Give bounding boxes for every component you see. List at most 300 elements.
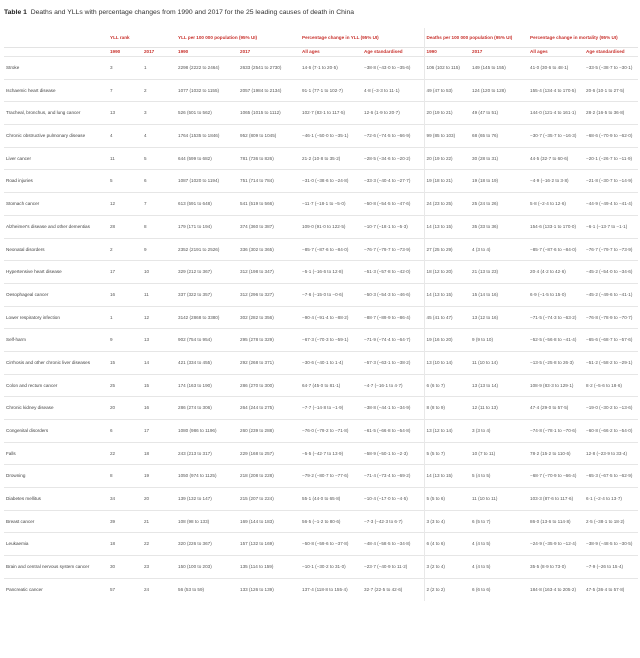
cell-yll-change-all-ages: 91·1 (77·1 to 102·7) xyxy=(300,79,362,102)
cell-yll-change-age-std: −61·5 (−66·8 to −54·8) xyxy=(362,420,424,443)
cell-yll-1990: 2352 (2191 to 2526) xyxy=(176,238,238,261)
cell-yll-change-all-ages: 56·5 (−1·2 to 80·6) xyxy=(300,510,362,533)
cell-yll-1990: 421 (334 to 455) xyxy=(176,351,238,374)
cell-mort-change-age-std: −65·6 (−68·7 to −57·6) xyxy=(584,329,638,352)
cell-mort-change-age-std: −44·9 (−49·4 to −41·4) xyxy=(584,193,638,216)
cell-mort-change-all-ages: 144·0 (121·4 to 161·1) xyxy=(528,102,584,125)
cell-mort-change-age-std: −60·8 (−66·2 to −54·0) xyxy=(584,420,638,443)
cell-cause: Road injuries xyxy=(4,170,108,193)
cell-rank-1990: 39 xyxy=(108,510,142,533)
cell-yll-2017: 336 (302 to 365) xyxy=(238,238,300,261)
cell-yll-1990: 1050 (974 to 1125) xyxy=(176,465,238,488)
cell-mort-change-all-ages: 103·3 (87·6 to 117·6) xyxy=(528,488,584,511)
cell-rank-2017: 1 xyxy=(142,57,176,80)
data-table xyxy=(4,28,638,601)
cell-yll-change-all-ages: −10·1 (−30·2 to 31·0) xyxy=(300,556,362,579)
cell-rank-1990: 22 xyxy=(108,442,142,465)
cell-yll-change-all-ages: 102·7 (83·1 to 117·5) xyxy=(300,102,362,125)
cell-yll-change-age-std: −71·9 (−74·4 to −64·7) xyxy=(362,329,424,352)
cell-yll-change-all-ages: −7·7 (−14·8 to −1·9) xyxy=(300,397,362,420)
cell-yll-change-all-ages: −7·6 (−15·0 to −0·6) xyxy=(300,283,362,306)
cell-deaths-2017: 35 (33 to 36) xyxy=(470,215,528,238)
cell-yll-change-age-std: −33·3 (−40·4 to −27·7) xyxy=(362,170,424,193)
cell-deaths-1990: 19 (16 to 20) xyxy=(424,329,470,352)
cell-yll-1990: 329 (212 to 367) xyxy=(176,261,238,284)
table-row xyxy=(4,79,638,102)
cell-yll-2017: 541 (519 to 566) xyxy=(238,193,300,216)
cell-mort-change-age-std: 12·8 (−23·9 to 33·4) xyxy=(584,442,638,465)
subheader-deaths-2017: 2017 xyxy=(470,48,528,57)
cell-cause: Brain and central nervous system cancer xyxy=(4,556,108,579)
cell-rank-2017: 4 xyxy=(142,125,176,148)
cell-deaths-2017: 13 (13 to 14) xyxy=(470,374,528,397)
cell-yll-change-all-ages: −46·1 (−50·0 to −35·1) xyxy=(300,125,362,148)
cell-deaths-1990: 6 (6 to 7) xyxy=(424,374,470,397)
cell-deaths-2017: 10 (7 to 11) xyxy=(470,442,528,465)
header-yll-per100k: YLL per 100 000 population (95% UI) xyxy=(178,34,258,40)
cell-rank-2017: 16 xyxy=(142,397,176,420)
cell-rank-1990: 5 xyxy=(108,170,142,193)
cell-rank-2017: 21 xyxy=(142,510,176,533)
cell-yll-change-age-std: −48·4 (−58·5 to −34·8) xyxy=(362,533,424,556)
cell-cause: Drowning xyxy=(4,465,108,488)
cell-deaths-2017: 15 (14 to 16) xyxy=(470,283,528,306)
cell-yll-1990: 337 (322 to 357) xyxy=(176,283,238,306)
table-row xyxy=(4,238,638,261)
cell-yll-change-all-ages: 137·4 (118·8 to 155·4) xyxy=(300,578,362,601)
cell-deaths-2017: 12 (11 to 13) xyxy=(470,397,528,420)
cell-yll-1990: 56 (53 to 59) xyxy=(176,578,238,601)
cell-yll-1990: 150 (100 to 203) xyxy=(176,556,238,579)
cell-yll-1990: 179 (171 to 194) xyxy=(176,215,238,238)
cell-rank-1990: 11 xyxy=(108,147,142,170)
cell-yll-1990: 1087 (1020 to 1194) xyxy=(176,170,238,193)
cell-deaths-1990: 18 (12 to 20) xyxy=(424,261,470,284)
cell-mort-change-all-ages: −13·5 (−25·8 to 26·3) xyxy=(528,351,584,374)
header-yll-rank: YLL rank xyxy=(110,34,130,40)
cell-cause: Breast cancer xyxy=(4,510,108,533)
cell-mort-change-age-std: −65·3 (−67·5 to −62·9) xyxy=(584,465,638,488)
cell-mort-change-age-std: −68·6 (−70·9 to −62·0) xyxy=(584,125,638,148)
cell-deaths-1990: 13 (12 to 14) xyxy=(424,420,470,443)
cell-yll-2017: 781 (736 to 826) xyxy=(238,147,300,170)
cell-deaths-1990: 99 (85 to 103) xyxy=(424,125,470,148)
cell-yll-1990: 1764 (1535 to 1846) xyxy=(176,125,238,148)
table-row xyxy=(4,306,638,329)
cell-yll-2017: 1065 (1015 to 1112) xyxy=(238,102,300,125)
cell-deaths-2017: 4 (3 to 4) xyxy=(470,238,528,261)
cell-deaths-2017: 149 (145 to 155) xyxy=(470,57,528,80)
subheader-rank-1990: 1990 xyxy=(108,48,142,57)
cell-rank-1990: 57 xyxy=(108,578,142,601)
table-row xyxy=(4,351,638,374)
cell-deaths-1990: 20 (19 to 21) xyxy=(424,102,470,125)
cell-rank-1990: 3 xyxy=(108,57,142,80)
cell-yll-2017: 2057 (1984 to 2134) xyxy=(238,79,300,102)
cell-yll-1990: 902 (754 to 954) xyxy=(176,329,238,352)
cell-yll-change-age-std: −51·3 (−57·8 to −42·0) xyxy=(362,261,424,284)
cell-mort-change-all-ages: −24·9 (−35·9 to −12·4) xyxy=(528,533,584,556)
cell-yll-1990: 139 (132 to 147) xyxy=(176,488,238,511)
cell-cause: Ischaemic heart disease xyxy=(4,79,108,102)
cell-mort-change-age-std: 20·6 (10·1 to 27·5) xyxy=(584,79,638,102)
table-row xyxy=(4,57,638,80)
header-deaths-per100k: Deaths per 100 000 population (95% UI) xyxy=(424,28,528,48)
cell-mort-change-all-ages: 44·5 (32·7 to 60·6) xyxy=(528,147,584,170)
cell-rank-2017: 17 xyxy=(142,420,176,443)
cell-cause: Falls xyxy=(4,442,108,465)
header-cause xyxy=(4,28,108,48)
cell-mort-change-age-std: 28·2 (16·5 to 36·8) xyxy=(584,102,638,125)
cell-cause: Stroke xyxy=(4,57,108,80)
cell-mort-change-all-ages: 47·4 (29·0 to 57·5) xyxy=(528,397,584,420)
header-pct-change-mortality: Percentage change in mortality (95% UI) xyxy=(530,34,618,40)
table-row xyxy=(4,556,638,579)
table-row xyxy=(4,193,638,216)
cell-mort-change-all-ages: 184·8 (163·4 to 205·2) xyxy=(528,578,584,601)
cell-rank-1990: 15 xyxy=(108,351,142,374)
cell-rank-1990: 18 xyxy=(108,533,142,556)
table-row xyxy=(4,125,638,148)
cell-deaths-2017: 25 (24 to 26) xyxy=(470,193,528,216)
cell-yll-change-all-ages: 109·0 (91·0 to 122·5) xyxy=(300,215,362,238)
cell-yll-1990: 644 (599 to 682) xyxy=(176,147,238,170)
cell-mort-change-age-std: 6·1 (−2·4 to 13·7) xyxy=(584,488,638,511)
table-title xyxy=(4,8,354,17)
subheader-yll-1990: 1990 xyxy=(176,48,238,57)
table-body xyxy=(4,57,638,602)
subheader-mort-age-std: Age standardised xyxy=(584,48,638,57)
cell-yll-change-all-ages: −50·8 (−59·6 to −37·8) xyxy=(300,533,362,556)
cell-deaths-2017: 4 (4 to 5) xyxy=(470,533,528,556)
cell-cause: Neonatal disorders xyxy=(4,238,108,261)
cell-rank-2017: 10 xyxy=(142,261,176,284)
cell-deaths-2017: 68 (65 to 76) xyxy=(470,125,528,148)
cell-deaths-2017: 49 (47 to 51) xyxy=(470,102,528,125)
table-row xyxy=(4,170,638,193)
table-row xyxy=(4,261,638,284)
cell-yll-change-age-std: −23·7 (−40·9 to 11·2) xyxy=(362,556,424,579)
cell-yll-1990: 1080 (986 to 1196) xyxy=(176,420,238,443)
table-row xyxy=(4,533,638,556)
cell-rank-2017: 24 xyxy=(142,578,176,601)
cell-mort-change-all-ages: 86·0 (13·6 to 114·8) xyxy=(528,510,584,533)
cell-yll-change-age-std: −10·4 (−17·0 to −4·5) xyxy=(362,488,424,511)
cell-yll-change-age-std: 4·8 (−3·3 to 11·1) xyxy=(362,79,424,102)
cell-deaths-1990: 20 (19 to 22) xyxy=(424,147,470,170)
cell-yll-2017: 169 (144 to 183) xyxy=(238,510,300,533)
cell-rank-1990: 30 xyxy=(108,556,142,579)
table-row xyxy=(4,329,638,352)
cell-yll-1990: 613 (591 to 648) xyxy=(176,193,238,216)
cell-yll-change-age-std: −50·3 (−54·3 to −46·6) xyxy=(362,283,424,306)
cell-rank-1990: 16 xyxy=(108,283,142,306)
table-row xyxy=(4,578,638,601)
cell-deaths-1990: 49 (47 to 53) xyxy=(424,79,470,102)
cell-deaths-2017: 6 (5 to 7) xyxy=(470,510,528,533)
cell-deaths-2017: 5 (4 to 5) xyxy=(470,465,528,488)
cell-rank-2017: 3 xyxy=(142,102,176,125)
cell-yll-2017: 286 (270 to 300) xyxy=(238,374,300,397)
cell-rank-2017: 13 xyxy=(142,329,176,352)
cell-rank-2017: 19 xyxy=(142,465,176,488)
cell-rank-2017: 18 xyxy=(142,442,176,465)
cell-mort-change-all-ages: 41·0 (30·6 to 48·1) xyxy=(528,57,584,80)
cell-mort-change-all-ages: 35·5 (8·9 to 73·0) xyxy=(528,556,584,579)
cell-yll-change-age-std: −71·4 (−73·4 to −69·2) xyxy=(362,465,424,488)
cell-rank-1990: 1 xyxy=(108,306,142,329)
table-row xyxy=(4,215,638,238)
table-row xyxy=(4,420,638,443)
cell-yll-2017: 264 (244 to 275) xyxy=(238,397,300,420)
subheader-rank-2017: 2017 xyxy=(142,48,176,57)
subheader-blank xyxy=(4,48,108,57)
cell-cause: Hypertensive heart disease xyxy=(4,261,108,284)
cell-mort-change-all-ages: −4·9 (−16·2 to 3·8) xyxy=(528,170,584,193)
cell-yll-change-age-std: −58·9 (−50·1 to −2·3) xyxy=(362,442,424,465)
cell-yll-2017: 952 (809 to 1045) xyxy=(238,125,300,148)
cell-yll-change-age-std: −76·7 (−79·7 to −73·9) xyxy=(362,238,424,261)
cell-yll-2017: 292 (268 to 371) xyxy=(238,351,300,374)
cell-yll-change-age-std: −72·6 (−74·5 to −66·9) xyxy=(362,125,424,148)
table-row xyxy=(4,465,638,488)
table-row xyxy=(4,283,638,306)
cell-deaths-1990: 45 (41 to 47) xyxy=(424,306,470,329)
cell-mort-change-all-ages: 78·2 (15·2 to 110·6) xyxy=(528,442,584,465)
cell-yll-2017: 229 (168 to 257) xyxy=(238,442,300,465)
cell-yll-change-age-std: −4·7 (−16·1 to 4·7) xyxy=(362,374,424,397)
cell-yll-1990: 1077 (1032 to 1155) xyxy=(176,79,238,102)
cell-deaths-1990: 106 (102 to 115) xyxy=(424,57,470,80)
cell-deaths-1990: 5 (5 to 6) xyxy=(424,488,470,511)
cell-mort-change-age-std: −21·8 (−30·7 to −14·9) xyxy=(584,170,638,193)
cell-yll-2017: 218 (208 to 228) xyxy=(238,465,300,488)
cell-mort-change-all-ages: 5·8 (−2·4 to 12·6) xyxy=(528,193,584,216)
cell-yll-change-age-std: −38·8 (−43·0 to −35·6) xyxy=(362,57,424,80)
cell-deaths-1990: 27 (25 to 29) xyxy=(424,238,470,261)
cell-yll-1990: 320 (226 to 367) xyxy=(176,533,238,556)
table-row xyxy=(4,488,638,511)
cell-yll-2017: 302 (282 to 356) xyxy=(238,306,300,329)
cell-yll-2017: 133 (126 to 139) xyxy=(238,578,300,601)
table-row xyxy=(4,147,638,170)
cell-yll-change-age-std: −38·8 (−44·1 to −34·9) xyxy=(362,397,424,420)
cell-mort-change-age-std: −38·9 (−48·5 to −30·5) xyxy=(584,533,638,556)
cell-mort-change-all-ages: −85·7 (−87·6 to −84·0) xyxy=(528,238,584,261)
cell-yll-2017: 312 (296 to 327) xyxy=(238,283,300,306)
cell-yll-change-all-ages: 55·1 (44·0 to 65·8) xyxy=(300,488,362,511)
cell-yll-change-age-std: −57·3 (−63·1 to −38·2) xyxy=(362,351,424,374)
cell-cause: Tracheal, bronchus, and lung cancer xyxy=(4,102,108,125)
cell-yll-1990: 243 (213 to 317) xyxy=(176,442,238,465)
cell-deaths-2017: 19 (18 to 19) xyxy=(470,170,528,193)
cell-deaths-1990: 14 (13 to 15) xyxy=(424,465,470,488)
cell-rank-1990: 25 xyxy=(108,374,142,397)
cell-deaths-1990: 19 (18 to 21) xyxy=(424,170,470,193)
cell-mort-change-all-ages: −74·8 (−78·1 to −70·6) xyxy=(528,420,584,443)
cell-rank-2017: 7 xyxy=(142,193,176,216)
cell-cause: Pancreatic cancer xyxy=(4,578,108,601)
cell-deaths-2017: 9 (9 to 10) xyxy=(470,329,528,352)
table-row xyxy=(4,442,638,465)
cell-deaths-1990: 24 (23 to 25) xyxy=(424,193,470,216)
cell-rank-1990: 9 xyxy=(108,329,142,352)
cell-mort-change-all-ages: 155·4 (134·4 to 170·5) xyxy=(528,79,584,102)
cell-yll-2017: 2633 (2541 to 2730) xyxy=(238,57,300,80)
table-row xyxy=(4,397,638,420)
cell-rank-1990: 2 xyxy=(108,238,142,261)
cell-deaths-2017: 13 (12 to 16) xyxy=(470,306,528,329)
cell-rank-2017: 14 xyxy=(142,351,176,374)
cell-mort-change-age-std: −33·5 (−38·7 to −30·1) xyxy=(584,57,638,80)
cell-mort-change-age-std: −6·1 (−13·7 to −1·1) xyxy=(584,215,638,238)
cell-yll-change-age-std: −50·8 (−54·5 to −47·6) xyxy=(362,193,424,216)
cell-deaths-1990: 13 (10 to 14) xyxy=(424,351,470,374)
header-pct-change-yll: Percentage change in YLL (95% UI) xyxy=(302,34,379,40)
cell-deaths-1990: 6 (4 to 6) xyxy=(424,533,470,556)
cell-yll-change-all-ages: −90·4 (−91·4 to −88·2) xyxy=(300,306,362,329)
cell-yll-change-age-std: 32·7 (22·5 to 42·6) xyxy=(362,578,424,601)
cell-rank-2017: 2 xyxy=(142,79,176,102)
cell-yll-change-all-ages: −67·3 (−70·3 to −59·1) xyxy=(300,329,362,352)
cell-cause: Oesophageal cancer xyxy=(4,283,108,306)
cell-cause: Colon and rectum cancer xyxy=(4,374,108,397)
cell-deaths-2017: 30 (28 to 31) xyxy=(470,147,528,170)
cell-deaths-1990: 14 (13 to 15) xyxy=(424,283,470,306)
cell-yll-1990: 3142 (2868 to 3380) xyxy=(176,306,238,329)
cell-rank-2017: 15 xyxy=(142,374,176,397)
cell-yll-change-age-std: −10·7 (−18·1 to −5·3) xyxy=(362,215,424,238)
cell-mort-change-age-std: −19·0 (−30·2 to −13·6) xyxy=(584,397,638,420)
cell-yll-change-all-ages: −76·0 (−79·2 to −71·8) xyxy=(300,420,362,443)
cell-deaths-1990: 3 (2 to 4) xyxy=(424,556,470,579)
cell-deaths-2017: 3 (3 to 4) xyxy=(470,420,528,443)
cell-rank-2017: 20 xyxy=(142,488,176,511)
cell-yll-change-age-std: −88·7 (−89·9 to −86·4) xyxy=(362,306,424,329)
cell-mort-change-all-ages: −68·7 (−70·9 to −66·4) xyxy=(528,465,584,488)
table-row xyxy=(4,510,638,533)
cell-deaths-2017: 11 (10 to 14) xyxy=(470,351,528,374)
cell-yll-change-age-std: 12·6 (1·9 to 20·7) xyxy=(362,102,424,125)
cell-rank-1990: 13 xyxy=(108,102,142,125)
cell-yll-2017: 135 (114 to 159) xyxy=(238,556,300,579)
table-caption: Deaths and YLLs with percentage changes from 1990 and 2017 for the 25 leading causes of death in China xyxy=(30,9,355,16)
cell-mort-change-age-std: −76·7 (−79·7 to −73·9) xyxy=(584,238,638,261)
cell-cause: Diabetes mellitus xyxy=(4,488,108,511)
cell-mort-change-all-ages: 154·6 (133·1 to 170·0) xyxy=(528,215,584,238)
cell-yll-2017: 374 (360 to 387) xyxy=(238,215,300,238)
cell-mort-change-all-ages: −71·5 (−74·3 to −63·2) xyxy=(528,306,584,329)
cell-rank-2017: 23 xyxy=(142,556,176,579)
cell-cause: Alzheimer's disease and other dementias xyxy=(4,215,108,238)
cell-mort-change-all-ages: 20·4 (4·2 to 42·6) xyxy=(528,261,584,284)
cell-yll-2017: 260 (239 to 288) xyxy=(238,420,300,443)
cell-yll-2017: 751 (714 to 784) xyxy=(238,170,300,193)
cell-rank-1990: 17 xyxy=(108,261,142,284)
cell-mort-change-all-ages: 108·9 (83·3 to 129·1) xyxy=(528,374,584,397)
cell-deaths-1990: 2 (2 to 2) xyxy=(424,578,470,601)
cell-cause: Chronic obstructive pulmonary disease xyxy=(4,125,108,148)
subheader-yll-age-std: Age standardised xyxy=(362,48,424,57)
cell-mort-change-age-std: −20·1 (−26·7 to −11·9) xyxy=(584,147,638,170)
table-row xyxy=(4,374,638,397)
cell-cause: Leukaemia xyxy=(4,533,108,556)
cell-rank-2017: 6 xyxy=(142,170,176,193)
cell-yll-change-all-ages: −11·7 (−18·1 to −5·0) xyxy=(300,193,362,216)
cell-rank-1990: 34 xyxy=(108,488,142,511)
cell-yll-1990: 108 (98 to 133) xyxy=(176,510,238,533)
cell-yll-1990: 2298 (2222 to 2464) xyxy=(176,57,238,80)
cell-rank-2017: 11 xyxy=(142,283,176,306)
cell-deaths-1990: 14 (13 to 15) xyxy=(424,215,470,238)
cell-yll-2017: 312 (198 to 347) xyxy=(238,261,300,284)
table-row xyxy=(4,102,638,125)
subheader-deaths-1990: 1990 xyxy=(424,48,470,57)
cell-yll-change-age-std: −7·3 (−42·3 to 6·7) xyxy=(362,510,424,533)
cell-rank-2017: 9 xyxy=(142,238,176,261)
cell-mort-change-age-std: 2·5 (−38·1 to 18·2) xyxy=(584,510,638,533)
cell-cause: Stomach cancer xyxy=(4,193,108,216)
cell-mort-change-all-ages: 6·9 (−1·5 to 15·0) xyxy=(528,283,584,306)
cell-yll-2017: 157 (132 to 169) xyxy=(238,533,300,556)
cell-yll-1990: 174 (163 to 190) xyxy=(176,374,238,397)
cell-yll-change-all-ages: 14·6 (7·1 to 20·5) xyxy=(300,57,362,80)
subheader-mort-all-ages: All ages xyxy=(528,48,584,57)
cell-deaths-2017: 4 (4 to 5) xyxy=(470,556,528,579)
cell-yll-1990: 526 (501 to 562) xyxy=(176,102,238,125)
cell-yll-change-all-ages: −30·6 (−40·1 to 1·4) xyxy=(300,351,362,374)
cell-deaths-2017: 11 (10 to 11) xyxy=(470,488,528,511)
cell-rank-1990: 20 xyxy=(108,397,142,420)
cell-mort-change-all-ages: −30·7 (−35·7 to −16·3) xyxy=(528,125,584,148)
cell-deaths-1990: 8 (8 to 9) xyxy=(424,397,470,420)
cell-rank-2017: 12 xyxy=(142,306,176,329)
cell-yll-1990: 286 (274 to 306) xyxy=(176,397,238,420)
cell-yll-2017: 295 (278 to 329) xyxy=(238,329,300,352)
cell-rank-1990: 8 xyxy=(108,465,142,488)
cell-cause: Lower respiratory infection xyxy=(4,306,108,329)
table-label: Table 1 xyxy=(4,9,27,16)
cell-deaths-1990: 5 (5 to 7) xyxy=(424,442,470,465)
cell-yll-change-all-ages: 64·7 (45·0 to 81·1) xyxy=(300,374,362,397)
cell-deaths-1990: 3 (3 to 4) xyxy=(424,510,470,533)
cell-cause: Cirrhosis and other chronic liver diseases xyxy=(4,351,108,374)
cell-rank-1990: 28 xyxy=(108,215,142,238)
cell-rank-2017: 22 xyxy=(142,533,176,556)
cell-rank-1990: 4 xyxy=(108,125,142,148)
cell-mort-change-all-ages: −52·5 (−56·8 to −41·4) xyxy=(528,329,584,352)
cell-rank-1990: 12 xyxy=(108,193,142,216)
cell-deaths-2017: 124 (120 to 128) xyxy=(470,79,528,102)
cell-mort-change-age-std: −51·2 (−58·2 to −29·1) xyxy=(584,351,638,374)
cell-rank-1990: 6 xyxy=(108,420,142,443)
cell-yll-change-all-ages: −5·5 (−42·7 to 13·9) xyxy=(300,442,362,465)
cell-mort-change-age-std: −76·8 (−78·9 to −70·7) xyxy=(584,306,638,329)
cell-mort-change-age-std: 8·2 (−5·6 to 18·6) xyxy=(584,374,638,397)
cell-yll-2017: 215 (207 to 224) xyxy=(238,488,300,511)
cell-yll-change-all-ages: −31·0 (−38·6 to −24·8) xyxy=(300,170,362,193)
cell-deaths-2017: 21 (13 to 23) xyxy=(470,261,528,284)
cell-rank-2017: 5 xyxy=(142,147,176,170)
subheader-yll-2017: 2017 xyxy=(238,48,300,57)
cell-mort-change-age-std: 47·5 (36·4 to 57·8) xyxy=(584,578,638,601)
cell-mort-change-age-std: −7·9 (−26 to 15·4) xyxy=(584,556,638,579)
cell-cause: Congenital disorders xyxy=(4,420,108,443)
cell-yll-change-all-ages: −79·2 (−80·7 to −77·6) xyxy=(300,465,362,488)
cell-cause: Liver cancer xyxy=(4,147,108,170)
cell-yll-change-all-ages: −5·1 (−16·6 to 12·8) xyxy=(300,261,362,284)
cell-rank-1990: 7 xyxy=(108,79,142,102)
